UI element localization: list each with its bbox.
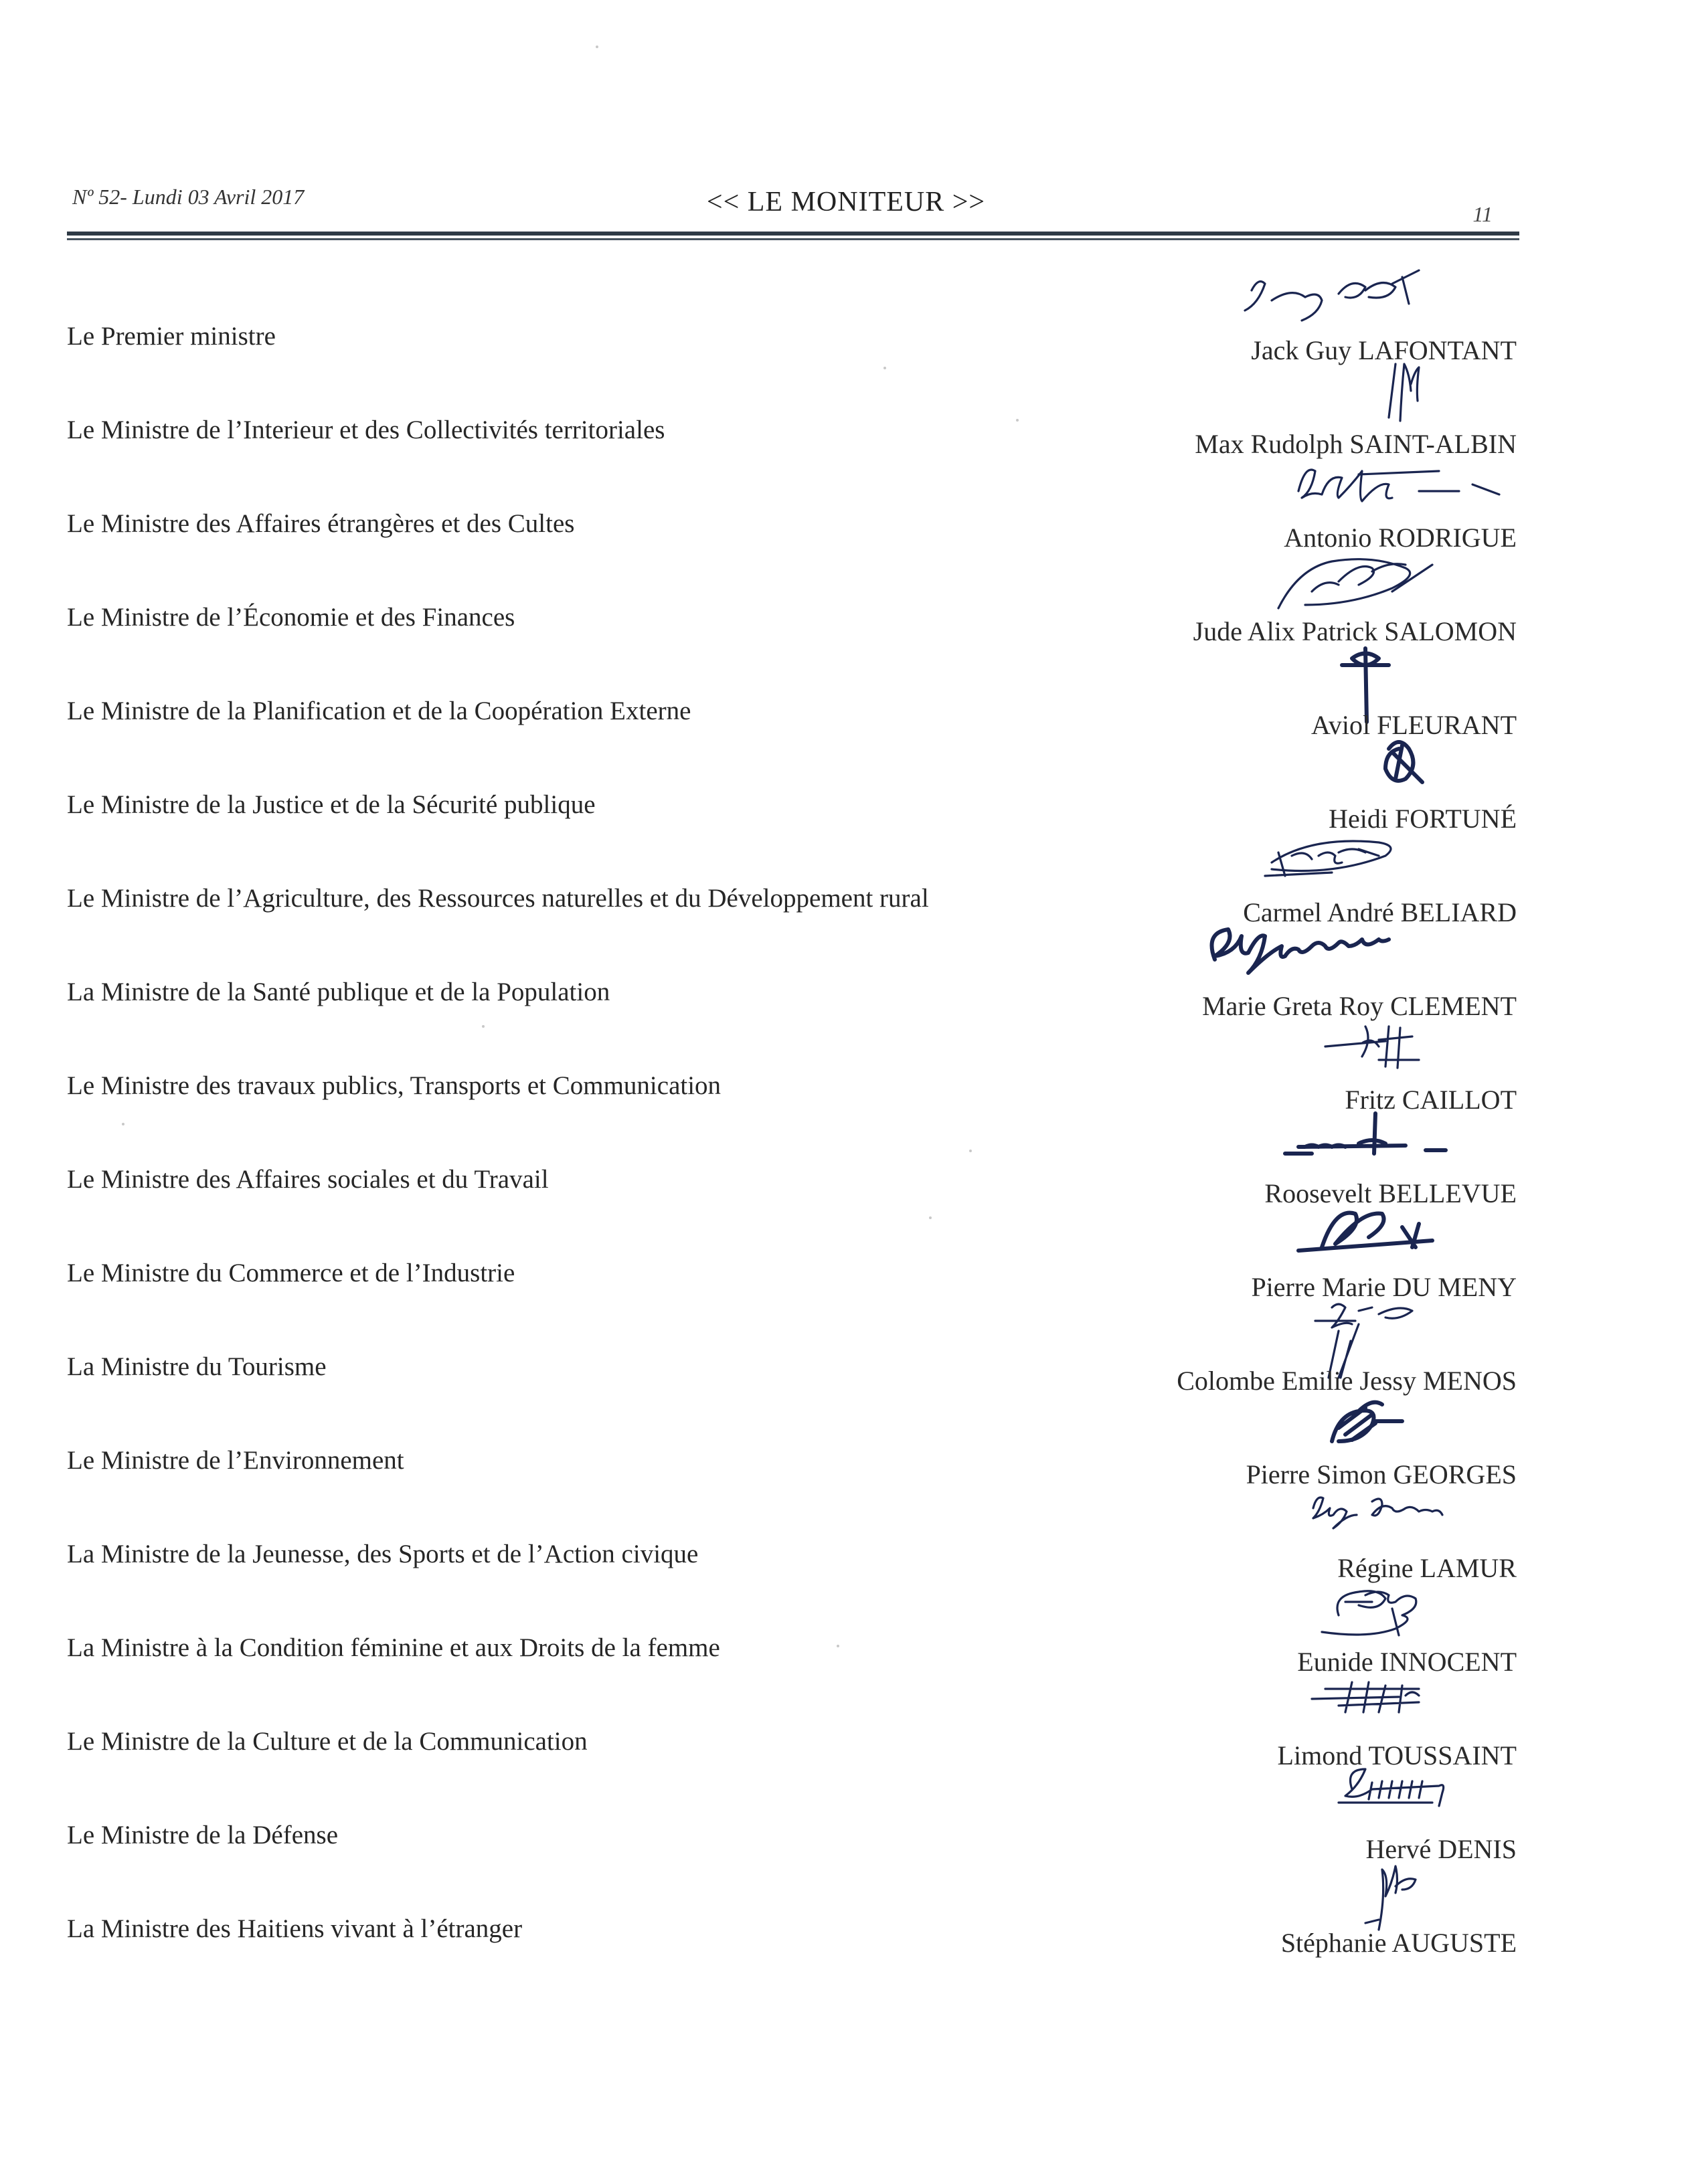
signature-image [1138, 1856, 1513, 1930]
signatory-name: Pierre Simon GEORGES [1246, 1459, 1517, 1489]
minister-title: Le Ministre de l’Agriculture, des Ressources naturelles et du Développement rural [67, 884, 929, 913]
scan-speck [837, 1645, 839, 1647]
signatory-name: Colombe Emilie Jessy MENOS [1177, 1366, 1517, 1396]
signature-image [1138, 1762, 1513, 1836]
signature-image [1138, 1013, 1513, 1087]
signature-image [1138, 826, 1513, 899]
minister-title: La Ministre de la Jeunesse, des Sports et de l’Action civique [67, 1540, 699, 1568]
signatory-name: Hervé DENIS [1365, 1834, 1517, 1864]
minister-title: La Ministre du Tourisme [67, 1352, 327, 1381]
signature-image [1138, 1107, 1513, 1180]
minister-title: Le Ministre de l’Environnement [67, 1446, 404, 1475]
scan-speck [929, 1216, 932, 1219]
header-rule [67, 232, 1519, 236]
signatory-name: Régine LAMUR [1337, 1553, 1517, 1583]
signatory-row [0, 1874, 1692, 1967]
scan-speck [482, 1025, 485, 1028]
minister-title: Le Premier ministre [67, 322, 276, 351]
issue-line: Nº 52- Lundi 03 Avril 2017 [72, 185, 305, 209]
scan-speck [122, 1123, 124, 1125]
signatory-name: Aviol FLEURANT [1310, 710, 1517, 740]
signature-image [1138, 1294, 1513, 1368]
signatory-name: Fritz CAILLOT [1345, 1085, 1517, 1115]
signature-image [1138, 545, 1513, 618]
signature-image [1138, 1575, 1513, 1649]
signatory-name: Heidi FORTUNÉ [1329, 804, 1517, 834]
signature-image [1138, 732, 1513, 806]
signatory-name: Eunide INNOCENT [1297, 1647, 1517, 1677]
signature-image [1138, 1669, 1513, 1742]
signatory-name: Limond TOUSSAINT [1277, 1740, 1517, 1770]
minister-title: Le Ministre de la Défense [67, 1821, 339, 1849]
signature-image [1138, 638, 1513, 712]
scan-speck [596, 46, 598, 48]
minister-title: Le Ministre des Affaires sociales et du Travail [67, 1165, 549, 1194]
journal-title: << LE MONITEUR >> [706, 187, 986, 217]
signatory-name: Stéphanie AUGUSTE [1280, 1928, 1517, 1958]
signature-image [1138, 451, 1513, 525]
signature-image [1138, 919, 1513, 993]
scan-speck [883, 367, 886, 369]
signature-image [1138, 1388, 1513, 1461]
minister-title: Le Ministre des travaux publics, Transports et Communication [67, 1071, 722, 1100]
signatory-name: Antonio RODRIGUE [1284, 523, 1517, 553]
minister-title: Le Ministre de la Justice et de la Sécurité publique [67, 790, 596, 819]
signature-image [1138, 1200, 1513, 1274]
signatory-name: Max Rudolph SAINT-ALBIN [1195, 429, 1517, 459]
scan-speck [969, 1150, 972, 1152]
page-number: 11 [1472, 202, 1493, 226]
header-rule-thin [67, 238, 1519, 240]
minister-title: La Ministre des Haitiens vivant à l’étranger [67, 1914, 523, 1943]
minister-title: Le Ministre de la Planification et de la Coopération Externe [67, 697, 691, 725]
signature-image [1138, 264, 1513, 337]
minister-title: La Ministre à la Condition féminine et aux Droits de la femme [67, 1633, 720, 1662]
minister-title: Le Ministre de la Culture et de la Communication [67, 1727, 588, 1756]
signatory-name: Jude Alix Patrick SALOMON [1193, 616, 1517, 646]
signatory-name: Roosevelt BELLEVUE [1264, 1178, 1517, 1208]
scan-speck [1016, 419, 1019, 422]
minister-title: Le Ministre du Commerce et de l’Industrie [67, 1259, 515, 1287]
minister-title: La Ministre de la Santé publique et de la Population [67, 978, 610, 1006]
signatory-name: Marie Greta Roy CLEMENT [1202, 991, 1517, 1021]
minister-title: Le Ministre des Affaires étrangères et des Cultes [67, 509, 575, 538]
signatory-name: Jack Guy LAFONTANT [1251, 335, 1517, 365]
signatory-name: Pierre Marie DU MENY [1251, 1272, 1517, 1302]
signature-image [1138, 1481, 1513, 1555]
minister-title: Le Ministre de l’Économie et des Finances [67, 603, 515, 632]
signatory-name: Carmel André BELIARD [1243, 897, 1517, 927]
signature-image [1138, 357, 1513, 431]
minister-title: Le Ministre de l’Interieur et des Collectivités territoriales [67, 416, 665, 444]
